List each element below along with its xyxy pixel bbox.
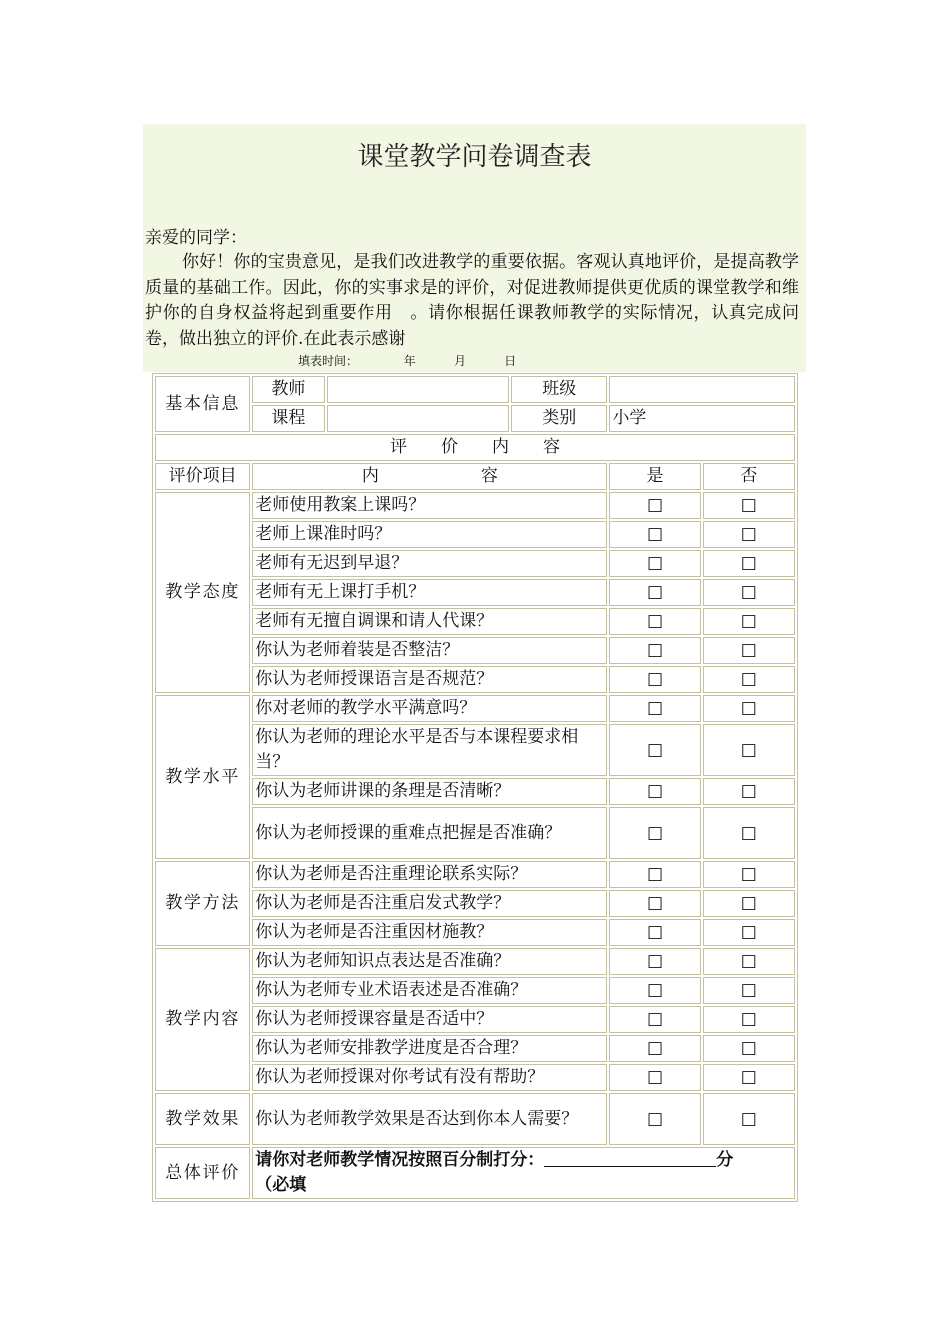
checkbox-no[interactable]: □: [703, 724, 795, 776]
question-text: 老师有无擅自调课和请人代课？: [252, 608, 607, 635]
checkbox-yes[interactable]: □: [609, 579, 700, 606]
course-field[interactable]: [327, 405, 510, 432]
checkbox-no[interactable]: □: [703, 919, 795, 946]
overall-prompt: 请你对老师教学情况按照百分制打分：: [255, 1150, 545, 1170]
column-header-no: 否: [703, 463, 795, 490]
question-text: 你认为老师知识点表达是否准确？: [252, 948, 607, 975]
checkbox-no[interactable]: □: [703, 492, 795, 519]
greeting: 亲爱的同学：: [145, 228, 247, 248]
intro-paragraph: 你好！你的宝贵意见，是我们改进教学的重要依据。客观认真地评价，是提高教学质量的基础工作。因此，你的实事求是的评价，对促进教师提供更优质的课堂教学和维护你的自身权益将起到重要作用 。请你根据任课教师教学的实际情况，认真完成问卷，做出独立的评价.在此表示感谢: [145, 252, 799, 349]
teacher-label: 教师: [252, 376, 324, 403]
question-text: 老师使用教案上课吗？: [252, 492, 607, 519]
question-row: [155, 666, 795, 693]
question-text: 你认为老师授课对你考试有没有帮助？: [252, 1064, 607, 1091]
teacher-field[interactable]: [327, 376, 510, 403]
question-row: [155, 1064, 795, 1091]
question-text: 老师有无迟到早退？: [252, 550, 607, 577]
column-header-content: 内 容: [252, 463, 607, 490]
section-label: 教学态度: [155, 492, 250, 693]
overall-label: 总体评价: [155, 1147, 250, 1199]
column-header-item: 评价项目: [155, 463, 250, 490]
question-row: [155, 861, 795, 888]
section-label: 教学内容: [155, 948, 250, 1091]
question-text: 你认为老师讲课的条理是否清晰？: [252, 778, 607, 805]
class-field[interactable]: [609, 376, 795, 403]
checkbox-yes[interactable]: □: [609, 521, 700, 548]
question-text: 你认为老师教学效果是否达到你本人需要？: [252, 1093, 607, 1145]
question-row: [155, 637, 795, 664]
basic-info-label: 基本信息: [155, 376, 250, 432]
checkbox-yes[interactable]: □: [609, 977, 700, 1004]
question-row: [155, 521, 795, 548]
question-row: [155, 579, 795, 606]
question-row: [155, 492, 795, 519]
score-input[interactable]: [544, 1148, 716, 1167]
checkbox-yes[interactable]: □: [609, 1035, 700, 1062]
checkbox-no[interactable]: □: [703, 550, 795, 577]
checkbox-no[interactable]: □: [703, 695, 795, 722]
document-title: 课堂教学问卷调查表: [357, 142, 592, 172]
question-text: 你认为老师专业术语表述是否准确？: [252, 977, 607, 1004]
question-text: 老师上课准时吗？: [252, 521, 607, 548]
question-row: [155, 550, 795, 577]
question-text: 你认为老师是否注重理论联系实际？: [252, 861, 607, 888]
checkbox-no[interactable]: □: [703, 608, 795, 635]
checkbox-no[interactable]: □: [703, 579, 795, 606]
fill-time-month: 月: [453, 354, 466, 368]
question-row: [155, 1006, 795, 1033]
checkbox-no[interactable]: □: [703, 521, 795, 548]
checkbox-no[interactable]: □: [703, 666, 795, 693]
checkbox-yes[interactable]: □: [609, 637, 700, 664]
fill-time-line: [298, 352, 516, 369]
checkbox-yes[interactable]: □: [609, 1064, 700, 1091]
checkbox-yes[interactable]: □: [609, 919, 700, 946]
question-row: [155, 778, 795, 805]
overall-note: （必填: [255, 1175, 307, 1195]
fill-time-day: 日: [504, 354, 517, 368]
checkbox-no[interactable]: □: [703, 977, 795, 1004]
basic-info-row-1: [155, 376, 795, 403]
question-row: [155, 919, 795, 946]
checkbox-yes[interactable]: □: [609, 807, 700, 859]
checkbox-yes[interactable]: □: [609, 608, 700, 635]
eval-heading-row: [155, 434, 795, 461]
checkbox-no[interactable]: □: [703, 948, 795, 975]
checkbox-no[interactable]: □: [703, 778, 795, 805]
overall-unit: 分: [716, 1150, 734, 1170]
question-row: [155, 608, 795, 635]
checkbox-yes[interactable]: □: [609, 1093, 700, 1145]
section-label: 教学效果: [155, 1093, 250, 1145]
checkbox-yes[interactable]: □: [609, 778, 700, 805]
question-row: [155, 1093, 795, 1145]
checkbox-no[interactable]: □: [703, 637, 795, 664]
question-row: [155, 724, 795, 776]
question-text: 你认为老师授课语言是否规范？: [252, 666, 607, 693]
category-label: 类别: [511, 405, 607, 432]
section-label: 教学方法: [155, 861, 250, 946]
checkbox-yes[interactable]: □: [609, 890, 700, 917]
header-panel: [143, 124, 806, 372]
basic-info-row-2: [155, 405, 795, 432]
question-row: [155, 695, 795, 722]
fill-time-label: 填表时间：: [298, 354, 359, 368]
checkbox-yes[interactable]: □: [609, 695, 700, 722]
question-row: [155, 948, 795, 975]
question-row: [155, 890, 795, 917]
question-text: 你认为老师是否注重因材施教？: [252, 919, 607, 946]
question-text: 你对老师的教学水平满意吗？: [252, 695, 607, 722]
checkbox-yes[interactable]: □: [609, 861, 700, 888]
question-text: 你认为老师的理论水平是否与本课程要求相当？: [252, 724, 607, 776]
checkbox-no[interactable]: □: [703, 1035, 795, 1062]
column-header-yes: 是: [609, 463, 700, 490]
question-text: 你认为老师授课容量是否适中？: [252, 1006, 607, 1033]
category-field[interactable]: 小学: [609, 405, 795, 432]
question-text: 你认为老师授课的重难点把握是否准确？: [252, 807, 607, 859]
checkbox-yes[interactable]: □: [609, 1006, 700, 1033]
checkbox-yes[interactable]: □: [609, 948, 700, 975]
section-label: 教学水平: [155, 695, 250, 859]
checkbox-yes[interactable]: □: [609, 724, 700, 776]
checkbox-no[interactable]: □: [703, 890, 795, 917]
overall-row: [155, 1147, 795, 1199]
course-label: 课程: [252, 405, 324, 432]
checkbox-yes[interactable]: □: [609, 492, 700, 519]
overall-score-cell: [252, 1147, 795, 1199]
fill-time-year: 年: [403, 354, 416, 368]
question-row: [155, 1035, 795, 1062]
question-text: 你认为老师着装是否整洁？: [252, 637, 607, 664]
checkbox-no[interactable]: □: [703, 1064, 795, 1091]
survey-table: [152, 373, 798, 1202]
class-label: 班级: [511, 376, 607, 403]
question-text: 你认为老师安排教学进度是否合理？: [252, 1035, 607, 1062]
checkbox-no[interactable]: □: [703, 861, 795, 888]
checkbox-no[interactable]: □: [703, 807, 795, 859]
question-row: [155, 977, 795, 1004]
question-row: [155, 807, 795, 859]
question-text: 你认为老师是否注重启发式教学？: [252, 890, 607, 917]
checkbox-no[interactable]: □: [703, 1093, 795, 1145]
checkbox-yes[interactable]: □: [609, 666, 700, 693]
column-header-row: [155, 463, 795, 490]
checkbox-no[interactable]: □: [703, 1006, 795, 1033]
checkbox-yes[interactable]: □: [609, 550, 700, 577]
eval-heading: 评 价 内 容: [155, 434, 795, 461]
question-text: 老师有无上课打手机？: [252, 579, 607, 606]
